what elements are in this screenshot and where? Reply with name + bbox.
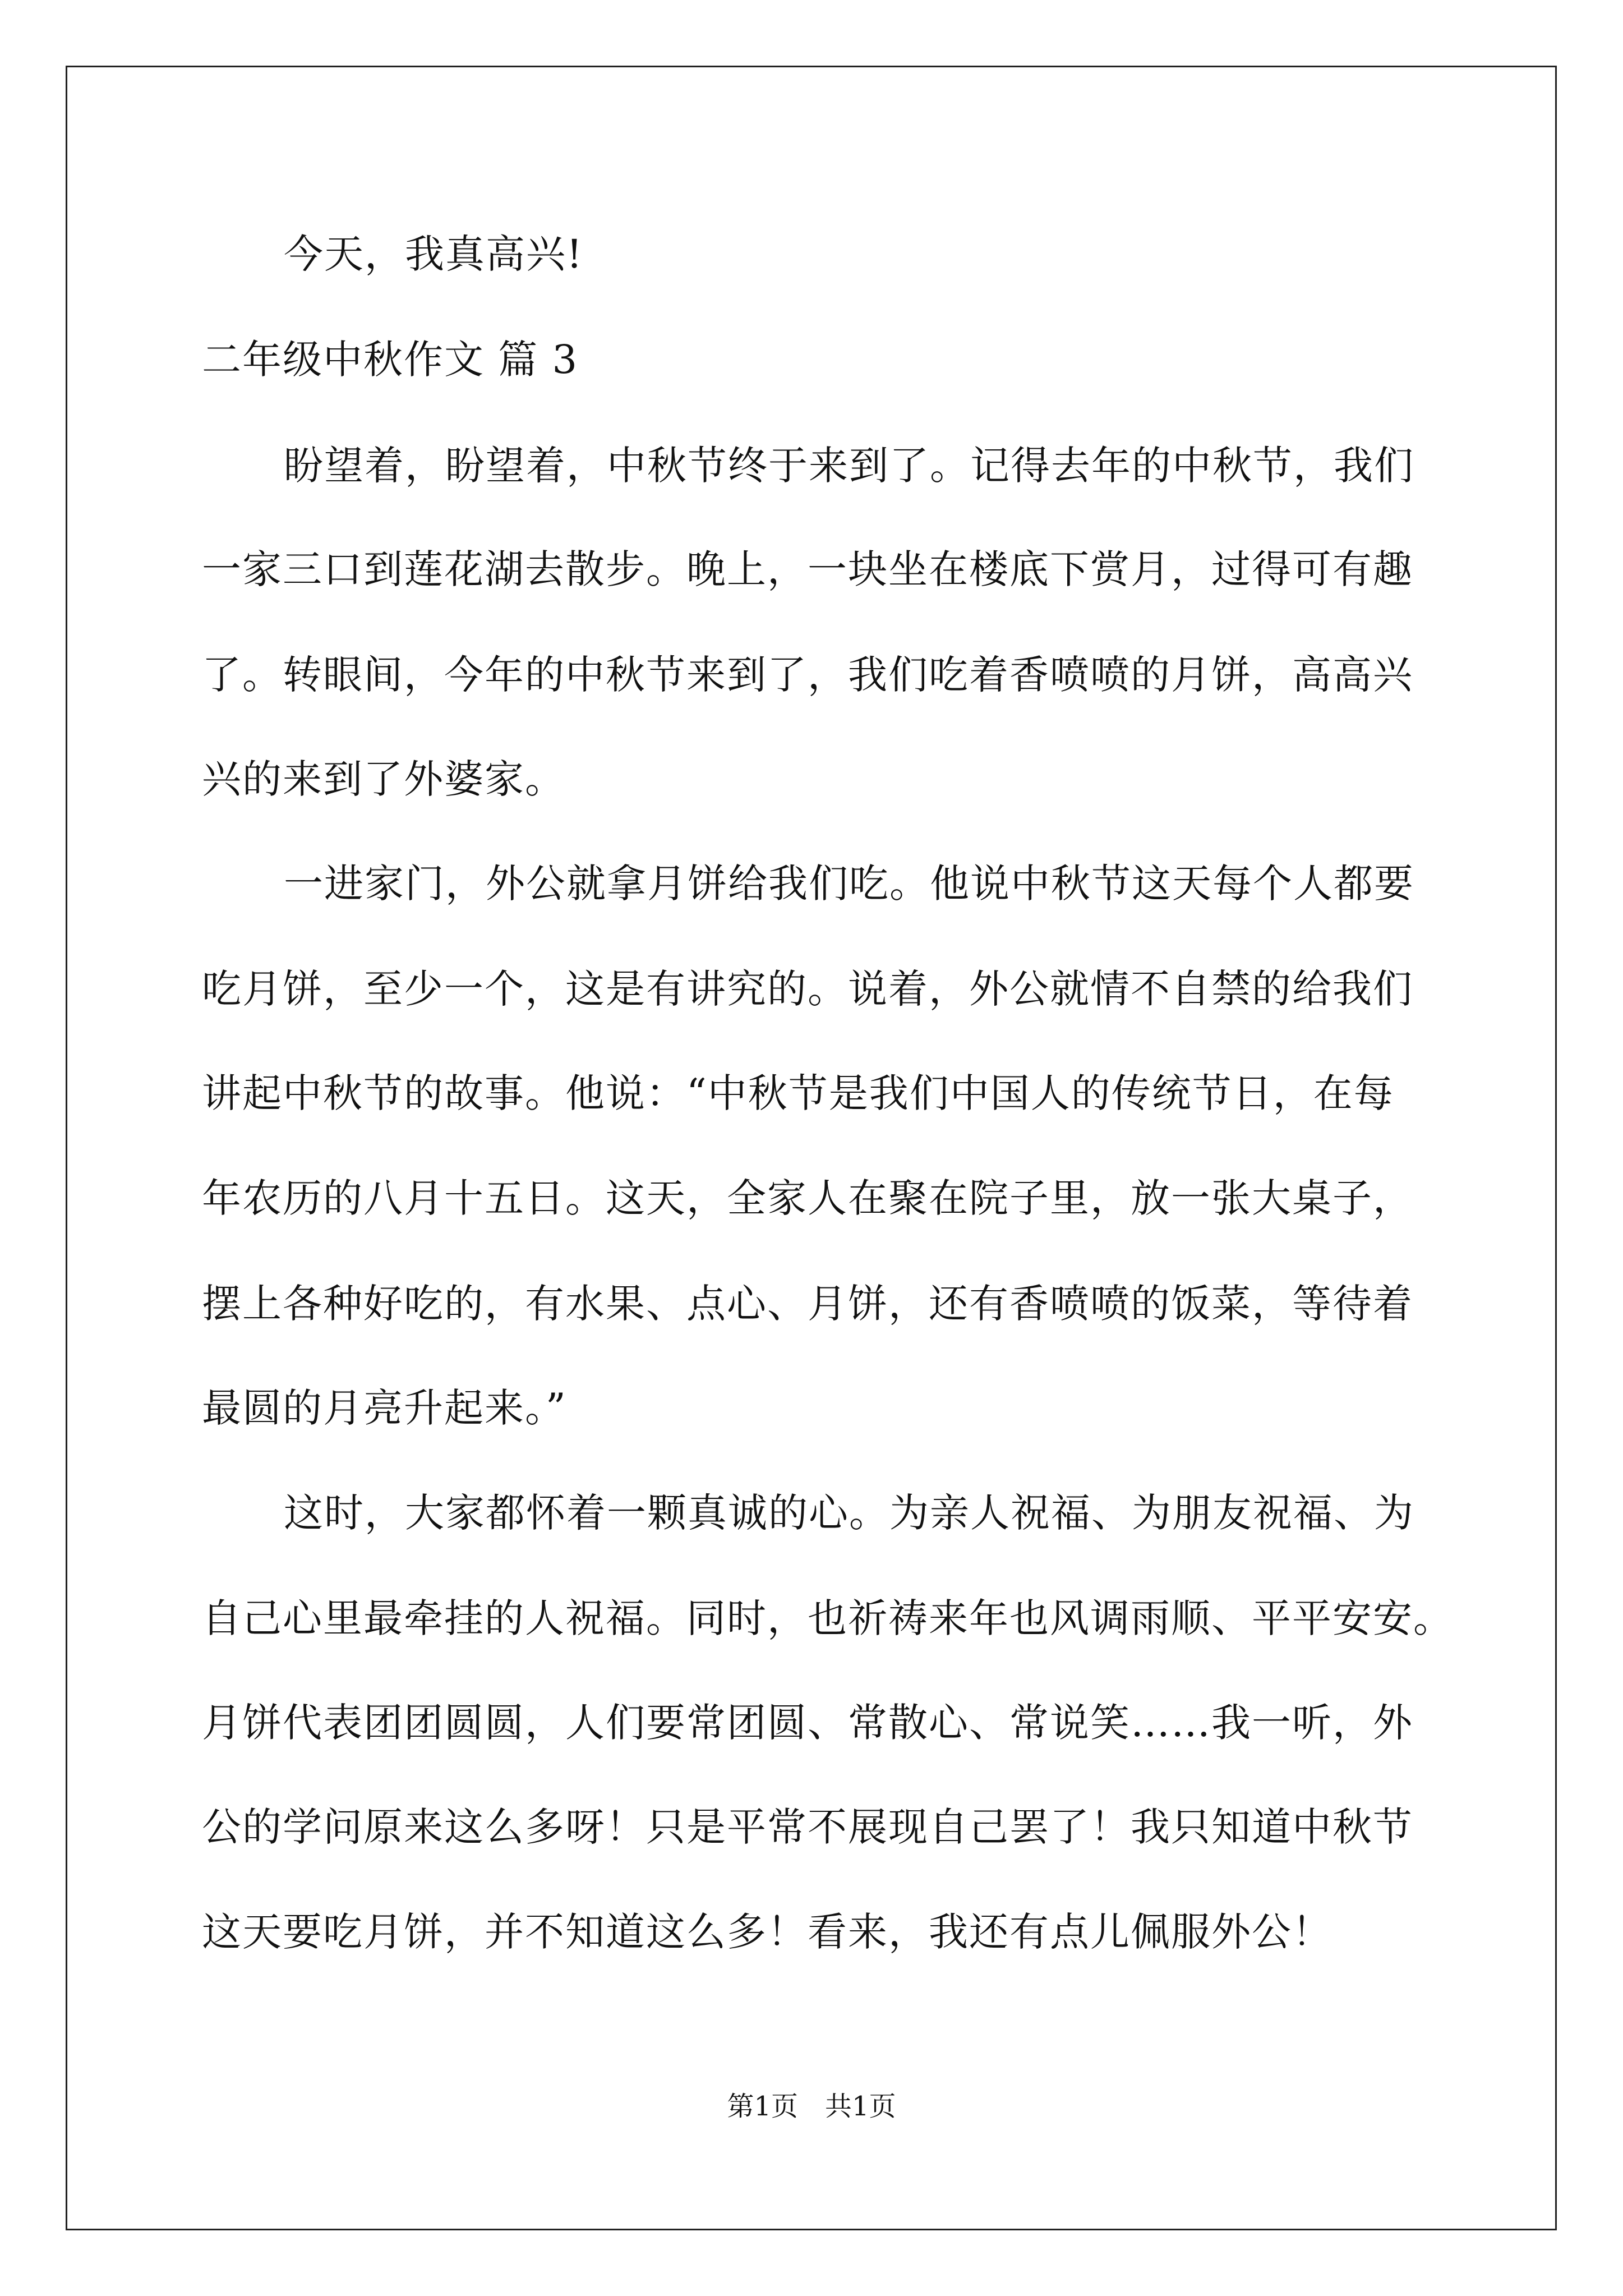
text-line: 年农历的八月十五日。这天，全家人在聚在院子里，放一张大桌子， xyxy=(202,1175,1413,1221)
text-line: 讲起中秋节的故事。他说：“中秋节是我们中国人的传统节日，在每 xyxy=(202,1070,1394,1116)
text-line: 这天要吃月饼，并不知道这么多！看来，我还有点儿佩服外公！ xyxy=(202,1909,1332,1955)
text-line: 最圆的月亮升起来。” xyxy=(202,1385,567,1431)
text-line: 了。转眼间，今年的中秋节来到了，我们吃着香喷喷的月饼，高高兴 xyxy=(202,652,1413,698)
text-line: 一家三口到莲花湖去散步。晚上，一块坐在楼底下赏月，过得可有趣 xyxy=(202,546,1413,592)
text-line: 盼望着，盼望着，中秋节终于来到了。记得去年的中秋节，我们 xyxy=(284,443,1414,489)
text-line: 今天，我真高兴! xyxy=(284,231,584,277)
text-line: 摆上各种好吃的，有水果、点心、月饼，还有香喷喷的饭菜，等待着 xyxy=(202,1281,1413,1327)
text-line: 吃月饼，至少一个，这是有讲究的。说着，外公就情不自禁的给我们 xyxy=(202,966,1413,1012)
text-line: 公的学问原来这么多呀！只是平常不展现自己罢了！我只知道中秋节 xyxy=(202,1804,1413,1850)
page-footer: 第1页 共1页 xyxy=(727,2091,896,2122)
section-heading: 二年级中秋作文 篇 3 xyxy=(202,337,579,383)
text-line: 月饼代表团团圆圆，人们要常团圆、常散心、常说笑……我一听，外 xyxy=(202,1700,1413,1746)
text-line: 一进家门，外公就拿月饼给我们吃。他说中秋节这天每个人都要 xyxy=(284,861,1414,907)
text-line: 兴的来到了外婆家。 xyxy=(202,756,565,802)
text-line: 这时，大家都怀着一颗真诚的心。为亲人祝福、为朋友祝福、为 xyxy=(284,1490,1414,1536)
page-border xyxy=(66,66,1557,2230)
text-line: 自己心里最牵挂的人祝福。同时，也祈祷来年也风调雨顺、平平安安。 xyxy=(202,1595,1454,1641)
